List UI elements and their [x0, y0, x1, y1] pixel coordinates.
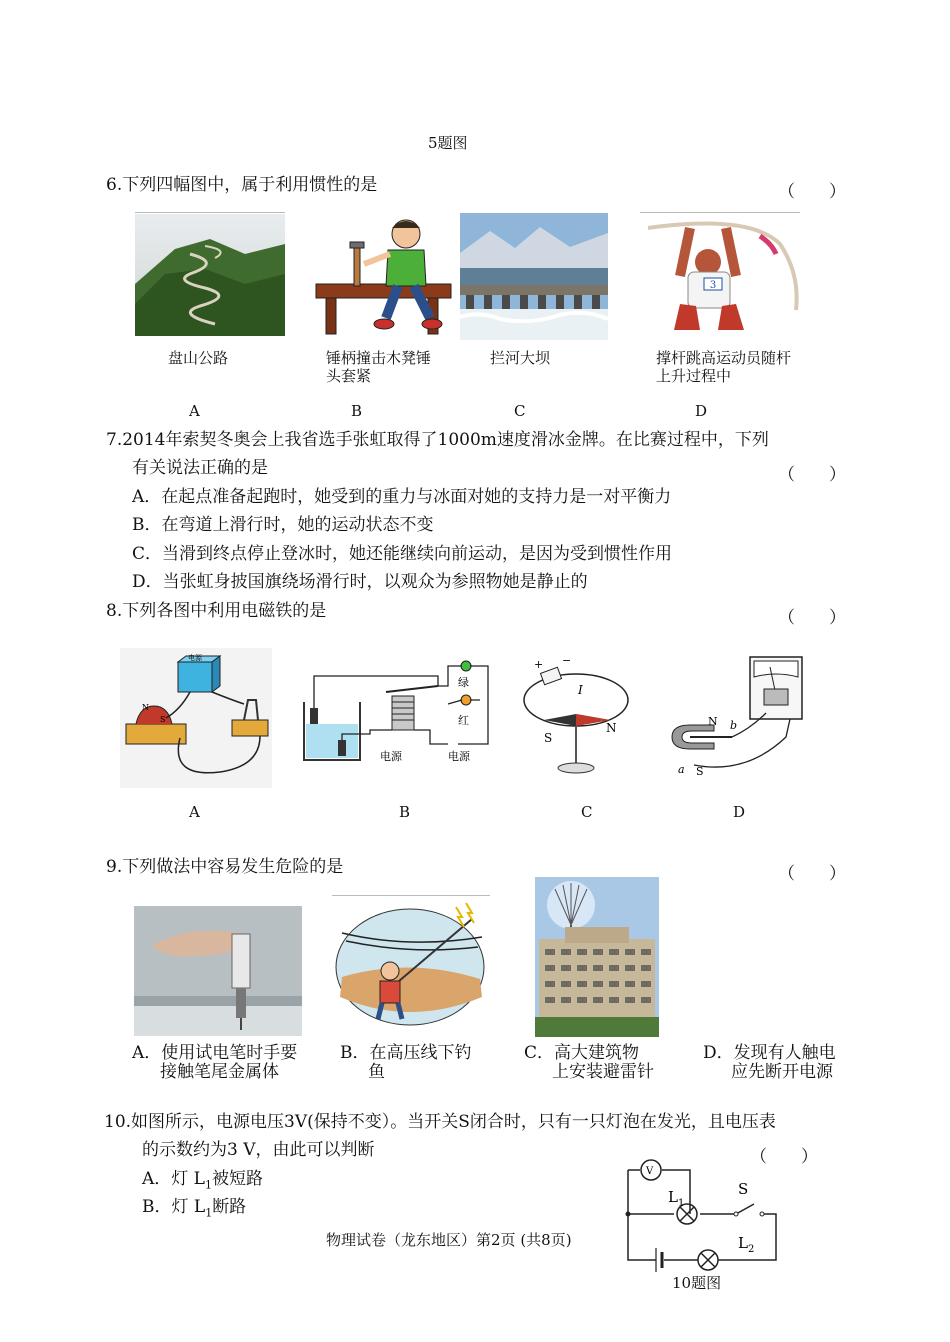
q6-athlete-number: 3 [709, 280, 717, 291]
q8a-s-label: S [160, 715, 166, 724]
q6-letter-a: A [189, 402, 200, 420]
q9-number: 9. [106, 857, 123, 877]
q10-l2-label [738, 1234, 754, 1255]
q10-l1-label [668, 1188, 684, 1209]
q8-letter-b: B [399, 803, 411, 821]
q9-stem [106, 859, 343, 876]
q6-number: 6. [106, 175, 123, 195]
q6-figure-b-hammer-bench [308, 214, 454, 338]
q10-circuit-diagram [618, 1152, 788, 1292]
q8d-n-label: N [708, 715, 718, 728]
q9-stem-text: 下列做法中容易发生危险的是 [122, 857, 344, 877]
q8b-green-label: 绿 [458, 676, 469, 689]
q7-option-c: C．当滑到终点停止登冰时，她还能继续向前运动，是因为受到惯性作用 [132, 544, 673, 564]
q6-letter-d: D [695, 402, 708, 420]
q10-number: 10. [104, 1112, 132, 1132]
q8-figure-d-generator-galvanometer [666, 653, 808, 781]
q10-stem-line2: 的示数约为3 V，由此可以判断 [142, 1140, 375, 1160]
q10-stem-text: 如图所示，电源电压3V(保持不变）。当开关S闭合时，只有一只灯泡在发光，且电压表 [131, 1112, 776, 1132]
q8-letter-a: A [189, 803, 200, 821]
q8b-red-label: 红 [458, 714, 469, 727]
q10-option-a-prefix: A．灯 L [142, 1169, 205, 1189]
q8-answer-paren: （ ） [778, 608, 846, 628]
q6-fig-a-rule [135, 212, 285, 213]
figure-5-caption: 5题图 [428, 134, 468, 152]
q8a-n-label: N [142, 703, 149, 712]
q9-figure-c-lightning-rod-building [535, 877, 659, 1037]
q8-letter-d: D [733, 803, 746, 821]
q10-voltmeter-label: V [646, 1166, 654, 1177]
q7-option-d: D．当张虹身披国旗绕场滑行时，以观众为参照物她是静止的 [132, 572, 588, 592]
q8c-plus-label: + [534, 658, 544, 671]
q8b-power-label-1: 电源 [380, 750, 402, 763]
q9-option-d-line2: 应先断开电源 [731, 1062, 833, 1082]
q10-answer-paren: （ ） [750, 1147, 818, 1167]
q9-figure-a-test-pencil [134, 906, 302, 1036]
q7-option-a: A．在起点准备起跑时，她受到的重力与冰面对她的支持力是一对平衡力 [132, 487, 672, 507]
q9-option-b-line1: 在高压线下钓 [369, 1043, 472, 1063]
q9-option-c-line1: 高大建筑物 [554, 1043, 640, 1063]
q9-option-a [132, 1044, 297, 1082]
q8c-minus-label: − [562, 656, 572, 667]
q8-number: 8. [106, 601, 123, 621]
q10-option-b-suffix: 断路 [212, 1197, 247, 1217]
q9-option-a-line1: 使用试电笔时手要 [161, 1043, 298, 1063]
q6-letter-c: C [514, 402, 526, 420]
q10-switch-label: S [738, 1180, 749, 1198]
q10-option-a-suffix: 被短路 [211, 1169, 263, 1189]
q10-option-b-sub: 1 [205, 1206, 213, 1220]
q9-option-c-letter: C． [524, 1043, 555, 1063]
q6-figure-a-mountain-road [135, 214, 285, 336]
q9-option-a-line2: 接触笔尾金属体 [160, 1062, 279, 1082]
q8-stem-text: 下列各图中利用电磁铁的是 [122, 601, 327, 621]
q9-fig-b-rule [332, 895, 490, 896]
q6-caption-d: 撑杆跳高运动员随杆上升过程中 [656, 349, 792, 385]
q10-l2-letter: L [738, 1234, 748, 1252]
q10-option-b [142, 1199, 246, 1218]
q9-option-d-line1: 发现有人触电 [733, 1043, 836, 1063]
q6-stem-text: 下列四幅图中，属于利用惯性的是 [122, 175, 378, 195]
q6-figure-c-dam [460, 213, 608, 340]
q8-letter-c: C [581, 803, 593, 821]
q8b-power-label-2: 电源 [448, 750, 470, 763]
q6-figure-d-pole-vault [640, 214, 800, 332]
q9-option-c-line2: 上安装避雷针 [552, 1062, 654, 1082]
q9-figure-b-fishing-under-wire [332, 897, 490, 1029]
q7-answer-paren: （ ） [778, 465, 846, 485]
q9-option-d [703, 1044, 836, 1082]
q7-option-b: B．在弯道上滑行时，她的运动状态不变 [132, 515, 434, 535]
q10-l1-sub: 1 [677, 1198, 685, 1209]
q10-figure-caption: 10题图 [672, 1274, 722, 1292]
q6-letter-b: B [351, 402, 363, 420]
q9-option-a-letter: A． [132, 1043, 162, 1063]
q7-stem-text: 2014年索契冬奥会上我省选手张虹取得了1000m速度滑冰金牌。在比赛过程中，下列 [122, 430, 769, 450]
q7-number: 7. [106, 430, 123, 450]
q8-figure-b-relay-alarm [298, 656, 494, 766]
page-footer: 物理试卷（龙东地区）第2页 (共8页) [326, 1231, 572, 1249]
q10-l2-sub: 2 [747, 1244, 755, 1255]
q8-figure-c-oersted [514, 656, 632, 778]
q6-answer-paren: （ ） [778, 182, 846, 202]
q9-answer-paren: （ ） [778, 864, 846, 884]
q9-option-c [524, 1044, 654, 1082]
q8d-b-label: b [730, 719, 738, 732]
q8d-s-label: S [696, 765, 704, 778]
q6-fig-d-rule [640, 212, 800, 213]
q6-caption-b: 锤柄撞击木凳锤头套紧 [326, 349, 432, 385]
q8d-a-label: a [678, 763, 685, 776]
q10-option-a [142, 1171, 263, 1190]
q9-option-b-line2: 鱼 [368, 1062, 385, 1082]
q6-caption-c: 拦河大坝 [490, 349, 551, 367]
q6-stem [106, 177, 377, 194]
q8c-s-label: S [544, 731, 553, 745]
q8-stem [106, 603, 326, 620]
q8-figure-a-electric-motor [120, 648, 272, 788]
q9-option-d-letter: D． [703, 1043, 734, 1063]
q9-option-b-letter: B． [340, 1043, 370, 1063]
q7-stem-line1 [106, 432, 769, 449]
q10-stem-line1 [104, 1114, 776, 1131]
q6-caption-a: 盘山公路 [168, 349, 229, 367]
q10-l1-letter: L [668, 1188, 678, 1206]
q7-stem-line2: 有关说法正确的是 [132, 458, 268, 478]
q8c-n-label: N [606, 721, 617, 735]
q10-option-b-prefix: B．灯 L [142, 1197, 206, 1217]
q9-option-b [340, 1044, 472, 1082]
q10-option-a-sub: 1 [204, 1178, 212, 1192]
q8a-power-label: 电源 [188, 654, 202, 662]
q8c-current-label: I [578, 683, 583, 697]
